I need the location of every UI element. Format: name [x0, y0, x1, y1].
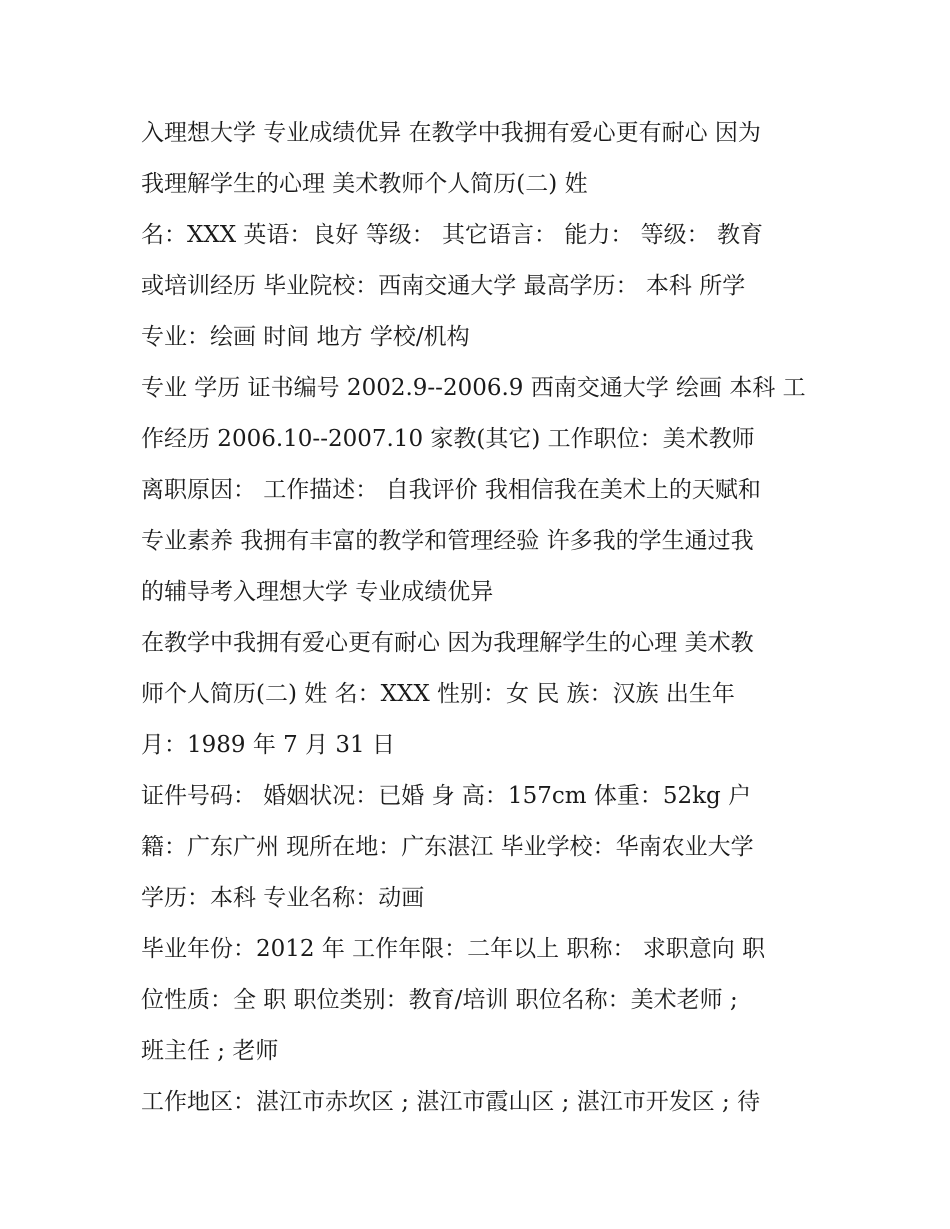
text-line-20: 工作地区：湛江市赤坎区 ; 湛江市霞山区 ; 湛江市开发区 ; 待 [141, 1089, 761, 1115]
text-line-6: 专业 学历 证书编号 2002.9--2006.9 西南交通大学 绘画 本科 工 [141, 375, 806, 401]
text-line-17: 毕业年份：2012 年 工作年限：二年以上 职称： 求职意向 职 [141, 936, 766, 962]
text-line-9: 专业素养 我拥有丰富的教学和管理经验 许多我的学生通过我 [141, 528, 754, 554]
text-line-11: 在教学中我拥有爱心更有耐心 因为我理解学生的心理 美术教 [141, 630, 754, 656]
text-line-2: 我理解学生的心理 美术教师个人简历(二) 姓 [141, 171, 588, 197]
text-line-5: 专业：绘画 时间 地方 学校/机构 [141, 324, 470, 350]
text-line-14: 证件号码： 婚姻状况：已婚 身 高：157cm 体重：52kg 户 [141, 783, 752, 809]
text-line-3: 名：XXX 英语：良好 等级： 其它语言： 能力： 等级： 教育 [141, 222, 763, 248]
text-line-13: 月：1989 年 7 月 31 日 [141, 732, 395, 758]
text-line-18: 位性质：全 职 职位类别：教育/培训 职位名称：美术老师 ; [141, 987, 738, 1013]
text-line-16: 学历：本科 专业名称：动画 [141, 885, 425, 911]
text-line-15: 籍：广东广州 现所在地：广东湛江 毕业学校：华南农业大学 [141, 834, 754, 860]
text-line-12: 师个人简历(二) 姓 名：XXX 性别：女 民 族：汉族 出生年 [141, 681, 735, 707]
body-text [141, 108, 821, 1128]
text-line-4: 或培训经历 毕业院校：西南交通大学 最高学历： 本科 所学 [141, 273, 746, 299]
text-line-8: 离职原因： 工作描述： 自我评价 我相信我在美术上的天赋和 [141, 477, 761, 503]
text-line-19: 班主任 ; 老师 [141, 1038, 279, 1064]
text-line-1: 入理想大学 专业成绩优异 在教学中我拥有爱心更有耐心 因为 [141, 120, 761, 146]
text-line-10: 的辅导考入理想大学 专业成绩优异 [141, 579, 494, 605]
text-line-7: 作经历 2006.10--2007.10 家教(其它) 工作职位：美术教师 [141, 426, 755, 452]
